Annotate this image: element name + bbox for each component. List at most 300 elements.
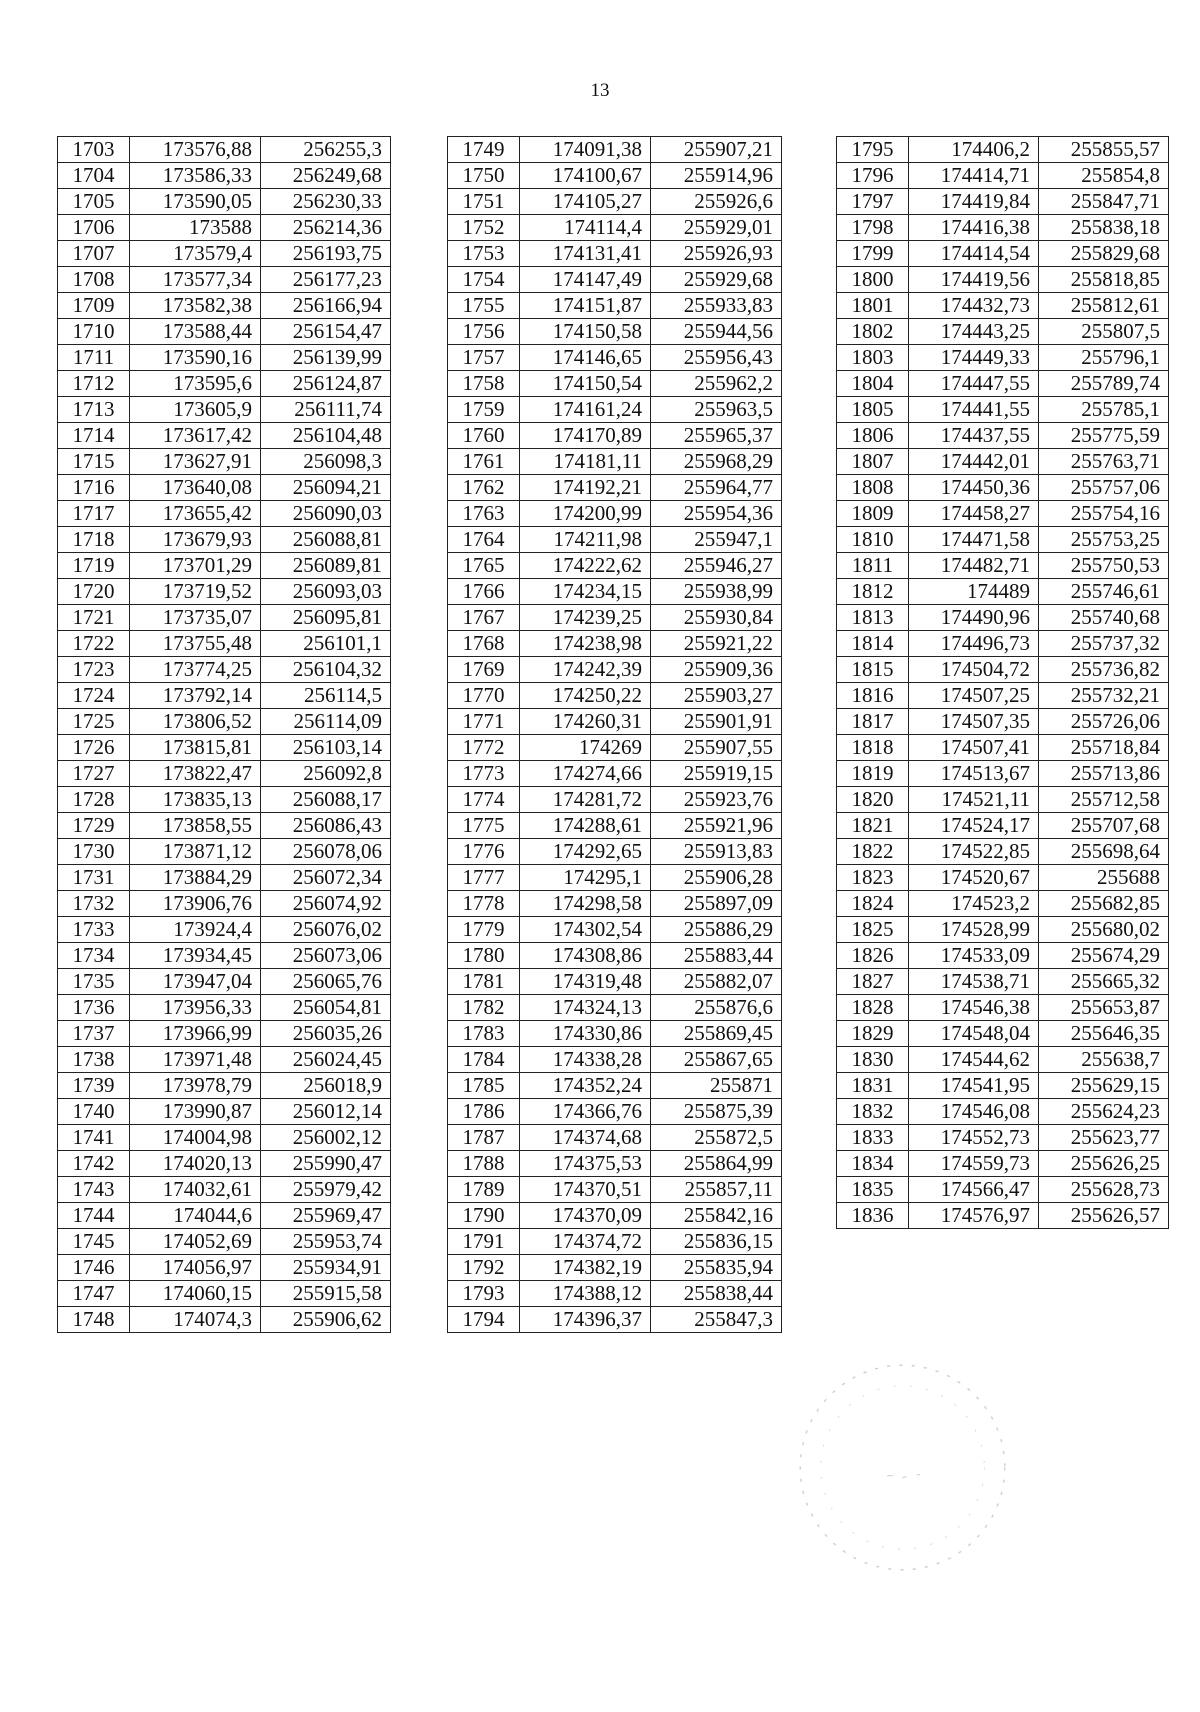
y-coordinate-cell: 256018,9	[261, 1073, 391, 1099]
y-coordinate-cell: 255763,71	[1039, 449, 1169, 475]
table-row	[58, 371, 391, 397]
point-number-cell: 1785	[448, 1073, 520, 1099]
y-coordinate-cell: 255775,59	[1039, 423, 1169, 449]
y-coordinate-cell: 255829,68	[1039, 241, 1169, 267]
point-number-cell: 1745	[58, 1229, 130, 1255]
point-number-cell: 1802	[837, 319, 909, 345]
point-number-cell: 1706	[58, 215, 130, 241]
point-number-cell: 1736	[58, 995, 130, 1021]
y-coordinate-cell: 255883,44	[651, 943, 782, 969]
table-row	[58, 1177, 391, 1203]
x-coordinate-cell: 174576,97	[909, 1203, 1039, 1229]
y-coordinate-cell: 256024,45	[261, 1047, 391, 1073]
x-coordinate-cell: 174181,11	[520, 449, 651, 475]
table-row	[837, 1125, 1169, 1151]
x-coordinate-cell: 174020,13	[130, 1151, 261, 1177]
x-coordinate-cell: 174414,71	[909, 163, 1039, 189]
x-coordinate-cell: 173924,4	[130, 917, 261, 943]
point-number-cell: 1779	[448, 917, 520, 943]
table-row	[837, 137, 1169, 163]
table-row	[448, 1125, 782, 1151]
x-coordinate-cell: 173590,05	[130, 189, 261, 215]
x-coordinate-cell: 174458,27	[909, 501, 1039, 527]
table-row	[837, 501, 1169, 527]
y-coordinate-cell: 256078,06	[261, 839, 391, 865]
y-coordinate-cell: 256193,75	[261, 241, 391, 267]
point-number-cell: 1824	[837, 891, 909, 917]
table-row	[448, 839, 782, 865]
x-coordinate-cell: 173577,34	[130, 267, 261, 293]
point-number-cell: 1709	[58, 293, 130, 319]
x-coordinate-cell: 174533,09	[909, 943, 1039, 969]
y-coordinate-cell: 256088,17	[261, 787, 391, 813]
point-number-cell: 1749	[448, 137, 520, 163]
y-coordinate-cell: 255757,06	[1039, 475, 1169, 501]
y-coordinate-cell: 256074,92	[261, 891, 391, 917]
point-number-cell: 1836	[837, 1203, 909, 1229]
x-coordinate-cell: 173990,87	[130, 1099, 261, 1125]
y-coordinate-cell: 255909,36	[651, 657, 782, 683]
x-coordinate-cell: 174151,87	[520, 293, 651, 319]
x-coordinate-cell: 174513,67	[909, 761, 1039, 787]
point-number-cell: 1774	[448, 787, 520, 813]
y-coordinate-cell: 256103,14	[261, 735, 391, 761]
x-coordinate-cell: 174432,73	[909, 293, 1039, 319]
y-coordinate-cell: 255847,71	[1039, 189, 1169, 215]
table-row	[448, 1307, 782, 1333]
point-number-cell: 1705	[58, 189, 130, 215]
x-coordinate-cell: 174004,98	[130, 1125, 261, 1151]
y-coordinate-cell: 255740,68	[1039, 605, 1169, 631]
y-coordinate-cell: 256073,06	[261, 943, 391, 969]
table-row	[448, 709, 782, 735]
x-coordinate-cell: 174490,96	[909, 605, 1039, 631]
x-coordinate-cell: 173947,04	[130, 969, 261, 995]
x-coordinate-cell: 173701,29	[130, 553, 261, 579]
x-coordinate-cell: 174239,25	[520, 605, 651, 631]
x-coordinate-cell: 174150,58	[520, 319, 651, 345]
y-coordinate-cell: 255623,77	[1039, 1125, 1169, 1151]
y-coordinate-cell: 255789,74	[1039, 371, 1169, 397]
x-coordinate-cell: 174370,51	[520, 1177, 651, 1203]
y-coordinate-cell: 255836,15	[651, 1229, 782, 1255]
x-coordinate-cell: 174032,61	[130, 1177, 261, 1203]
point-number-cell: 1794	[448, 1307, 520, 1333]
point-number-cell: 1815	[837, 657, 909, 683]
x-coordinate-cell: 174559,73	[909, 1151, 1039, 1177]
y-coordinate-cell: 255903,27	[651, 683, 782, 709]
y-coordinate-cell: 255897,09	[651, 891, 782, 917]
y-coordinate-cell: 255938,99	[651, 579, 782, 605]
y-coordinate-cell: 256111,74	[261, 397, 391, 423]
x-coordinate-cell: 174552,73	[909, 1125, 1039, 1151]
y-coordinate-cell: 256076,02	[261, 917, 391, 943]
x-coordinate-cell: 173858,55	[130, 813, 261, 839]
table-row	[837, 943, 1169, 969]
point-number-cell: 1807	[837, 449, 909, 475]
table-row	[837, 865, 1169, 891]
x-coordinate-cell: 174052,69	[130, 1229, 261, 1255]
table-row	[837, 631, 1169, 657]
point-number-cell: 1739	[58, 1073, 130, 1099]
point-number-cell: 1819	[837, 761, 909, 787]
point-number-cell: 1831	[837, 1073, 909, 1099]
point-number-cell: 1756	[448, 319, 520, 345]
y-coordinate-cell: 255653,87	[1039, 995, 1169, 1021]
table-row	[837, 969, 1169, 995]
page-number: 13	[590, 80, 610, 101]
point-number-cell: 1727	[58, 761, 130, 787]
y-coordinate-cell: 255754,16	[1039, 501, 1169, 527]
table-row	[448, 397, 782, 423]
point-number-cell: 1772	[448, 735, 520, 761]
table-row	[837, 215, 1169, 241]
x-coordinate-cell: 174388,12	[520, 1281, 651, 1307]
y-coordinate-cell: 256114,09	[261, 709, 391, 735]
table-row	[58, 163, 391, 189]
x-coordinate-cell: 174370,09	[520, 1203, 651, 1229]
table-row	[837, 891, 1169, 917]
x-coordinate-cell: 174523,2	[909, 891, 1039, 917]
point-number-cell: 1818	[837, 735, 909, 761]
table-row	[58, 345, 391, 371]
y-coordinate-cell: 256090,03	[261, 501, 391, 527]
point-number-cell: 1820	[837, 787, 909, 813]
table-row	[837, 839, 1169, 865]
y-coordinate-cell: 255796,1	[1039, 345, 1169, 371]
faint-stamp-seal	[790, 1355, 1015, 1580]
x-coordinate-cell: 174150,54	[520, 371, 651, 397]
y-coordinate-cell: 256101,1	[261, 631, 391, 657]
x-coordinate-cell: 174522,85	[909, 839, 1039, 865]
table-row	[58, 1151, 391, 1177]
table-row	[837, 163, 1169, 189]
point-number-cell: 1753	[448, 241, 520, 267]
point-number-cell: 1822	[837, 839, 909, 865]
y-coordinate-cell: 255926,93	[651, 241, 782, 267]
x-coordinate-cell: 174447,55	[909, 371, 1039, 397]
point-number-cell: 1817	[837, 709, 909, 735]
table-row	[837, 579, 1169, 605]
y-coordinate-cell: 255871	[651, 1073, 782, 1099]
y-coordinate-cell: 255901,91	[651, 709, 782, 735]
table-row	[448, 865, 782, 891]
point-number-cell: 1760	[448, 423, 520, 449]
point-number-cell: 1769	[448, 657, 520, 683]
y-coordinate-cell: 255736,82	[1039, 657, 1169, 683]
point-number-cell: 1808	[837, 475, 909, 501]
y-coordinate-cell: 255914,96	[651, 163, 782, 189]
point-number-cell: 1790	[448, 1203, 520, 1229]
x-coordinate-cell: 174441,55	[909, 397, 1039, 423]
table-row	[837, 189, 1169, 215]
x-coordinate-cell: 173966,99	[130, 1021, 261, 1047]
x-coordinate-cell: 174238,98	[520, 631, 651, 657]
point-number-cell: 1766	[448, 579, 520, 605]
x-coordinate-cell: 174442,01	[909, 449, 1039, 475]
x-coordinate-cell: 174524,17	[909, 813, 1039, 839]
point-number-cell: 1770	[448, 683, 520, 709]
x-coordinate-cell: 173595,6	[130, 371, 261, 397]
y-coordinate-cell: 256214,36	[261, 215, 391, 241]
y-coordinate-cell: 255929,01	[651, 215, 782, 241]
y-coordinate-cell: 255818,85	[1039, 267, 1169, 293]
table-row	[837, 241, 1169, 267]
table-row	[58, 527, 391, 553]
x-coordinate-cell: 174507,25	[909, 683, 1039, 709]
y-coordinate-cell: 255847,3	[651, 1307, 782, 1333]
y-coordinate-cell: 256086,43	[261, 813, 391, 839]
point-number-cell: 1738	[58, 1047, 130, 1073]
table-row	[448, 605, 782, 631]
x-coordinate-cell: 174449,33	[909, 345, 1039, 371]
table-row	[448, 787, 782, 813]
y-coordinate-cell: 255842,16	[651, 1203, 782, 1229]
point-number-cell: 1722	[58, 631, 130, 657]
table-row	[58, 839, 391, 865]
y-coordinate-cell: 256072,34	[261, 865, 391, 891]
point-number-cell: 1742	[58, 1151, 130, 1177]
y-coordinate-cell: 255882,07	[651, 969, 782, 995]
x-coordinate-cell: 174260,31	[520, 709, 651, 735]
x-coordinate-cell: 173884,29	[130, 865, 261, 891]
point-number-cell: 1821	[837, 813, 909, 839]
y-coordinate-cell: 255946,27	[651, 553, 782, 579]
x-coordinate-cell: 174521,11	[909, 787, 1039, 813]
y-coordinate-cell: 255838,18	[1039, 215, 1169, 241]
table-row	[837, 553, 1169, 579]
x-coordinate-cell: 174374,72	[520, 1229, 651, 1255]
x-coordinate-cell: 173655,42	[130, 501, 261, 527]
point-number-cell: 1797	[837, 189, 909, 215]
table-row	[448, 163, 782, 189]
table-row	[448, 631, 782, 657]
x-coordinate-cell: 174406,2	[909, 137, 1039, 163]
point-number-cell: 1763	[448, 501, 520, 527]
y-coordinate-cell: 255906,62	[261, 1307, 391, 1333]
table-row	[58, 137, 391, 163]
y-coordinate-cell: 256124,87	[261, 371, 391, 397]
x-coordinate-cell: 173792,14	[130, 683, 261, 709]
point-number-cell: 1748	[58, 1307, 130, 1333]
table-row	[58, 735, 391, 761]
y-coordinate-cell: 255921,96	[651, 813, 782, 839]
table-row	[837, 397, 1169, 423]
x-coordinate-cell: 173956,33	[130, 995, 261, 1021]
x-coordinate-cell: 174520,67	[909, 865, 1039, 891]
point-number-cell: 1784	[448, 1047, 520, 1073]
x-coordinate-cell: 174308,86	[520, 943, 651, 969]
table-row	[58, 1047, 391, 1073]
table-row	[58, 1099, 391, 1125]
table-row	[58, 969, 391, 995]
table-row	[58, 1073, 391, 1099]
y-coordinate-cell: 255906,28	[651, 865, 782, 891]
x-coordinate-cell: 174338,28	[520, 1047, 651, 1073]
table-row	[58, 215, 391, 241]
x-coordinate-cell: 174295,1	[520, 865, 651, 891]
table-row	[448, 1021, 782, 1047]
y-coordinate-cell: 255962,2	[651, 371, 782, 397]
y-coordinate-cell: 255919,15	[651, 761, 782, 787]
table-row	[837, 683, 1169, 709]
y-coordinate-cell: 255674,29	[1039, 943, 1169, 969]
table-row	[448, 371, 782, 397]
x-coordinate-cell: 174546,08	[909, 1099, 1039, 1125]
y-coordinate-cell: 255629,15	[1039, 1073, 1169, 1099]
x-coordinate-cell: 174375,53	[520, 1151, 651, 1177]
point-number-cell: 1787	[448, 1125, 520, 1151]
table-row	[448, 1255, 782, 1281]
y-coordinate-cell: 255732,21	[1039, 683, 1169, 709]
x-coordinate-cell: 174419,84	[909, 189, 1039, 215]
x-coordinate-cell: 174170,89	[520, 423, 651, 449]
y-coordinate-cell: 256094,21	[261, 475, 391, 501]
x-coordinate-cell: 173590,16	[130, 345, 261, 371]
x-coordinate-cell: 173579,4	[130, 241, 261, 267]
y-coordinate-cell: 256035,26	[261, 1021, 391, 1047]
point-number-cell: 1715	[58, 449, 130, 475]
coordinates-table-3	[836, 136, 1169, 1229]
y-coordinate-cell: 255665,32	[1039, 969, 1169, 995]
y-coordinate-cell: 255965,37	[651, 423, 782, 449]
x-coordinate-cell: 174298,58	[520, 891, 651, 917]
point-number-cell: 1799	[837, 241, 909, 267]
point-number-cell: 1703	[58, 137, 130, 163]
table-row	[58, 1203, 391, 1229]
point-number-cell: 1732	[58, 891, 130, 917]
x-coordinate-cell: 174396,37	[520, 1307, 651, 1333]
point-number-cell: 1711	[58, 345, 130, 371]
point-number-cell: 1792	[448, 1255, 520, 1281]
point-number-cell: 1791	[448, 1229, 520, 1255]
x-coordinate-cell: 174482,71	[909, 553, 1039, 579]
y-coordinate-cell: 255812,61	[1039, 293, 1169, 319]
y-coordinate-cell: 256054,81	[261, 995, 391, 1021]
y-coordinate-cell: 255854,8	[1039, 163, 1169, 189]
x-coordinate-cell: 174504,72	[909, 657, 1039, 683]
y-coordinate-cell: 256012,14	[261, 1099, 391, 1125]
y-coordinate-cell: 255624,23	[1039, 1099, 1169, 1125]
x-coordinate-cell: 173576,88	[130, 137, 261, 163]
point-number-cell: 1771	[448, 709, 520, 735]
point-number-cell: 1813	[837, 605, 909, 631]
coordinates-table-2	[447, 136, 782, 1333]
y-coordinate-cell: 256098,3	[261, 449, 391, 475]
point-number-cell: 1834	[837, 1151, 909, 1177]
y-coordinate-cell: 255626,57	[1039, 1203, 1169, 1229]
table-row	[448, 761, 782, 787]
y-coordinate-cell: 255963,5	[651, 397, 782, 423]
point-number-cell: 1830	[837, 1047, 909, 1073]
table-row	[58, 1125, 391, 1151]
table-row	[58, 1307, 391, 1333]
x-coordinate-cell: 173906,76	[130, 891, 261, 917]
y-coordinate-cell: 255929,68	[651, 267, 782, 293]
x-coordinate-cell: 174147,49	[520, 267, 651, 293]
table-row	[58, 319, 391, 345]
table-row	[448, 527, 782, 553]
table-row	[58, 761, 391, 787]
x-coordinate-cell: 174288,61	[520, 813, 651, 839]
table-row	[837, 319, 1169, 345]
x-coordinate-cell: 174105,27	[520, 189, 651, 215]
y-coordinate-cell: 255934,91	[261, 1255, 391, 1281]
x-coordinate-cell: 173806,52	[130, 709, 261, 735]
point-number-cell: 1800	[837, 267, 909, 293]
x-coordinate-cell: 174274,66	[520, 761, 651, 787]
x-coordinate-cell: 174292,65	[520, 839, 651, 865]
x-coordinate-cell: 173835,13	[130, 787, 261, 813]
x-coordinate-cell: 174281,72	[520, 787, 651, 813]
table-row	[58, 787, 391, 813]
table-row	[837, 995, 1169, 1021]
y-coordinate-cell: 256139,99	[261, 345, 391, 371]
point-number-cell: 1786	[448, 1099, 520, 1125]
x-coordinate-cell: 173588,44	[130, 319, 261, 345]
point-number-cell: 1747	[58, 1281, 130, 1307]
table-row	[837, 1203, 1169, 1229]
table-row	[58, 683, 391, 709]
y-coordinate-cell: 255990,47	[261, 1151, 391, 1177]
point-number-cell: 1733	[58, 917, 130, 943]
x-coordinate-cell: 174044,6	[130, 1203, 261, 1229]
point-number-cell: 1710	[58, 319, 130, 345]
x-coordinate-cell: 174302,54	[520, 917, 651, 943]
table-row	[448, 189, 782, 215]
table-row	[58, 579, 391, 605]
x-coordinate-cell: 174548,04	[909, 1021, 1039, 1047]
point-number-cell: 1726	[58, 735, 130, 761]
x-coordinate-cell: 174091,38	[520, 137, 651, 163]
y-coordinate-cell: 255628,73	[1039, 1177, 1169, 1203]
point-number-cell: 1796	[837, 163, 909, 189]
y-coordinate-cell: 255835,94	[651, 1255, 782, 1281]
point-number-cell: 1755	[448, 293, 520, 319]
x-coordinate-cell: 174496,73	[909, 631, 1039, 657]
x-coordinate-cell: 174471,58	[909, 527, 1039, 553]
y-coordinate-cell: 255688	[1039, 865, 1169, 891]
table-row	[58, 475, 391, 501]
table-row	[837, 475, 1169, 501]
point-number-cell: 1835	[837, 1177, 909, 1203]
y-coordinate-cell: 255750,53	[1039, 553, 1169, 579]
y-coordinate-cell: 256095,81	[261, 605, 391, 631]
table-row	[448, 657, 782, 683]
y-coordinate-cell: 255682,85	[1039, 891, 1169, 917]
point-number-cell: 1720	[58, 579, 130, 605]
y-coordinate-cell: 255867,65	[651, 1047, 782, 1073]
x-coordinate-cell: 174324,13	[520, 995, 651, 1021]
table-row	[58, 267, 391, 293]
point-number-cell: 1712	[58, 371, 130, 397]
y-coordinate-cell: 255913,83	[651, 839, 782, 865]
table-row	[58, 397, 391, 423]
point-number-cell: 1717	[58, 501, 130, 527]
table-row	[448, 995, 782, 1021]
y-coordinate-cell: 256002,12	[261, 1125, 391, 1151]
point-number-cell: 1737	[58, 1021, 130, 1047]
table-row	[448, 1047, 782, 1073]
point-number-cell: 1746	[58, 1255, 130, 1281]
table-row	[58, 553, 391, 579]
y-coordinate-cell: 255886,29	[651, 917, 782, 943]
x-coordinate-cell: 174419,56	[909, 267, 1039, 293]
y-coordinate-cell: 256255,3	[261, 137, 391, 163]
table-row	[448, 1203, 782, 1229]
point-number-cell: 1806	[837, 423, 909, 449]
x-coordinate-cell: 173871,12	[130, 839, 261, 865]
